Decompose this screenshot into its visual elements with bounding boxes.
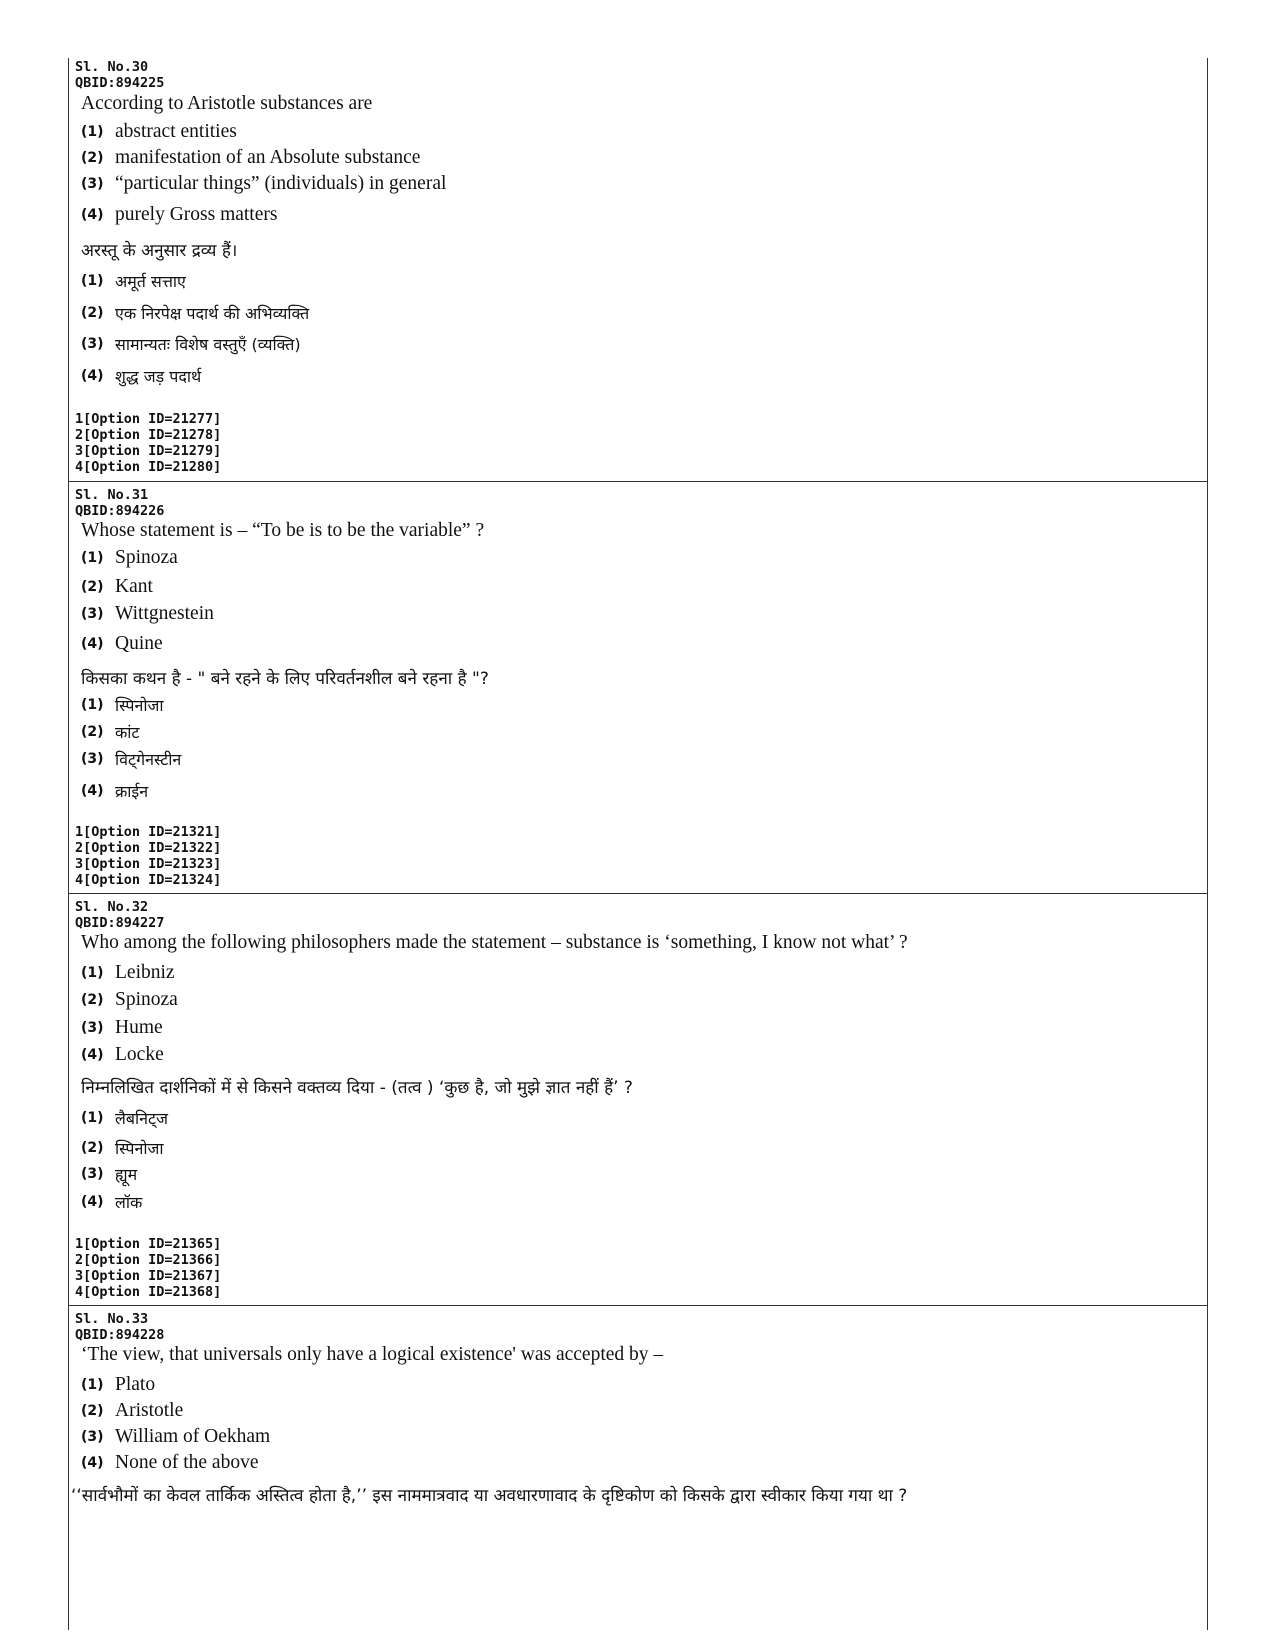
option-text: क्राईन (115, 782, 149, 801)
option-number: (3) (81, 751, 104, 767)
option-number: (3) (81, 1020, 104, 1036)
option-text: Hume (115, 1017, 163, 1038)
option-hindi (81, 1137, 164, 1163)
option-english (81, 1044, 164, 1070)
option-text: Wittgnestein (115, 603, 214, 624)
option-number: (1) (81, 124, 104, 140)
option-text: लॉक (115, 1193, 143, 1212)
option-english (81, 1452, 259, 1478)
option-hindi (81, 270, 186, 296)
question-text-hindi: निम्नलिखित दार्शनिकों में से किसने वक्तव्य दिया - (तत्व ) ‘कुछ है, जो मुझे ज्ञात नहीं हैं’ ? (81, 1078, 633, 1098)
option-number: (2) (81, 305, 104, 321)
qbid: QBID:894225 (75, 75, 165, 91)
option-text: purely Gross matters (115, 204, 278, 225)
qbid: QBID:894228 (75, 1327, 165, 1343)
qbid: QBID:894227 (75, 915, 165, 931)
option-english (81, 147, 420, 173)
option-text: शुद्ध जड़ पदार्थ (115, 367, 202, 386)
option-text: लैबनिट्ज (115, 1109, 168, 1128)
question-block (69, 894, 1207, 1306)
option-number: (3) (81, 336, 104, 352)
option-id: 3[Option ID=21279] (75, 443, 222, 459)
option-hindi (81, 365, 201, 391)
option-number: (4) (81, 636, 104, 652)
option-text: ह्यूम (115, 1165, 138, 1184)
option-text: अमूर्त सत्ताए (115, 272, 186, 291)
option-number: (3) (81, 176, 104, 192)
option-english (81, 1426, 270, 1452)
question-text-english: Who among the following philosophers made the statement – substance is ‘something, I know not what’ ? (81, 932, 908, 953)
option-number: (3) (81, 606, 104, 622)
qbid: QBID:894226 (75, 503, 165, 519)
option-text: Spinoza (115, 547, 178, 568)
option-number: (2) (81, 724, 104, 740)
option-english (81, 603, 214, 629)
option-text: Locke (115, 1044, 164, 1065)
option-number: (1) (81, 273, 104, 289)
option-text: Leibniz (115, 962, 175, 983)
option-hindi (81, 333, 301, 359)
option-english (81, 173, 446, 199)
option-hindi (81, 1163, 137, 1189)
option-number: (1) (81, 1110, 104, 1126)
option-hindi (81, 780, 148, 806)
option-english (81, 1017, 163, 1043)
option-hindi (81, 302, 309, 328)
option-number: (4) (81, 1194, 104, 1210)
serial-number: Sl. No.33 (75, 1311, 149, 1327)
option-text: abstract entities (115, 121, 237, 142)
option-ids (75, 824, 221, 888)
option-text: Quine (115, 633, 163, 654)
option-ids (75, 1236, 221, 1300)
option-number: (4) (81, 783, 104, 799)
option-number: (4) (81, 207, 104, 223)
question-block (69, 58, 1207, 482)
serial-number: Sl. No.30 (75, 59, 149, 75)
option-id: 2[Option ID=21278] (75, 427, 222, 443)
option-english (81, 962, 175, 988)
option-number: (2) (81, 1403, 104, 1419)
question-block (69, 1306, 1207, 1630)
option-english (81, 989, 178, 1015)
option-hindi (81, 748, 181, 774)
option-english (81, 1400, 183, 1426)
option-text: Plato (115, 1374, 156, 1395)
option-ids (75, 411, 221, 475)
option-text: Aristotle (115, 1400, 184, 1421)
question-text-hindi: ‘‘सार्वभौमों का केवल तार्किक अस्तित्व होता है,’’ इस नाममात्रवाद या अवधारणावाद के दृष्टिकोण को किसके द्वारा स्वीकार किया गया था ? (71, 1486, 908, 1506)
option-text: manifestation of an Absolute substance (115, 147, 421, 168)
option-english (81, 547, 178, 573)
question-text-english: According to Aristotle substances are (81, 93, 373, 114)
option-number: (2) (81, 992, 104, 1008)
option-text: विट्गेनस्टीन (115, 750, 182, 769)
option-text: William of Oekham (115, 1426, 271, 1447)
option-text: “particular things” (individuals) in general (115, 173, 447, 194)
option-english (81, 121, 237, 147)
page-frame (68, 58, 1208, 1630)
option-text: Spinoza (115, 989, 178, 1010)
option-number: (4) (81, 368, 104, 384)
option-text: स्पिनोजा (115, 1139, 164, 1158)
option-number: (1) (81, 550, 104, 566)
question-text-hindi: किसका कथन है - " बने रहने के लिए परिवर्तनशील बने रहना है "? (81, 669, 489, 689)
option-number: (2) (81, 150, 104, 166)
option-text: कांट (115, 723, 140, 742)
question-text-english: Whose statement is – “To be is to be the variable” ? (81, 520, 485, 541)
question-block (69, 482, 1207, 894)
option-number: (1) (81, 1377, 104, 1393)
option-id: 2[Option ID=21366] (75, 1252, 222, 1268)
option-text: Kant (115, 576, 153, 597)
option-text: None of the above (115, 1452, 259, 1473)
option-id: 1[Option ID=21321] (75, 824, 222, 840)
option-hindi (81, 694, 164, 720)
option-english (81, 576, 153, 602)
option-text: एक निरपेक्ष पदार्थ की अभिव्यक्ति (115, 304, 310, 323)
option-english (81, 1374, 155, 1400)
option-number: (3) (81, 1166, 104, 1182)
option-number: (2) (81, 579, 104, 595)
option-id: 4[Option ID=21280] (75, 459, 222, 475)
option-english (81, 633, 163, 659)
option-id: 4[Option ID=21324] (75, 872, 222, 888)
option-id: 3[Option ID=21367] (75, 1268, 222, 1284)
option-number: (4) (81, 1455, 104, 1471)
option-number: (2) (81, 1140, 104, 1156)
serial-number: Sl. No.31 (75, 487, 149, 503)
serial-number: Sl. No.32 (75, 899, 149, 915)
option-text: सामान्यतः विशेष वस्तुएँ (व्यक्ति) (115, 335, 301, 354)
option-hindi (81, 1107, 168, 1133)
option-number: (1) (81, 965, 104, 981)
option-hindi (81, 1191, 142, 1217)
option-text: स्पिनोजा (115, 696, 164, 715)
option-id: 2[Option ID=21322] (75, 840, 222, 856)
option-id: 4[Option ID=21368] (75, 1284, 222, 1300)
option-id: 1[Option ID=21365] (75, 1236, 222, 1252)
option-id: 3[Option ID=21323] (75, 856, 222, 872)
option-english (81, 204, 277, 230)
question-text-hindi: अरस्तू के अनुसार द्रव्य हैं। (81, 241, 238, 261)
option-number: (3) (81, 1429, 104, 1445)
option-number: (4) (81, 1047, 104, 1063)
option-hindi (81, 721, 140, 747)
option-id: 1[Option ID=21277] (75, 411, 222, 427)
option-number: (1) (81, 697, 104, 713)
question-text-english: ‘The view, that universals only have a logical existence' was accepted by – (81, 1344, 664, 1365)
